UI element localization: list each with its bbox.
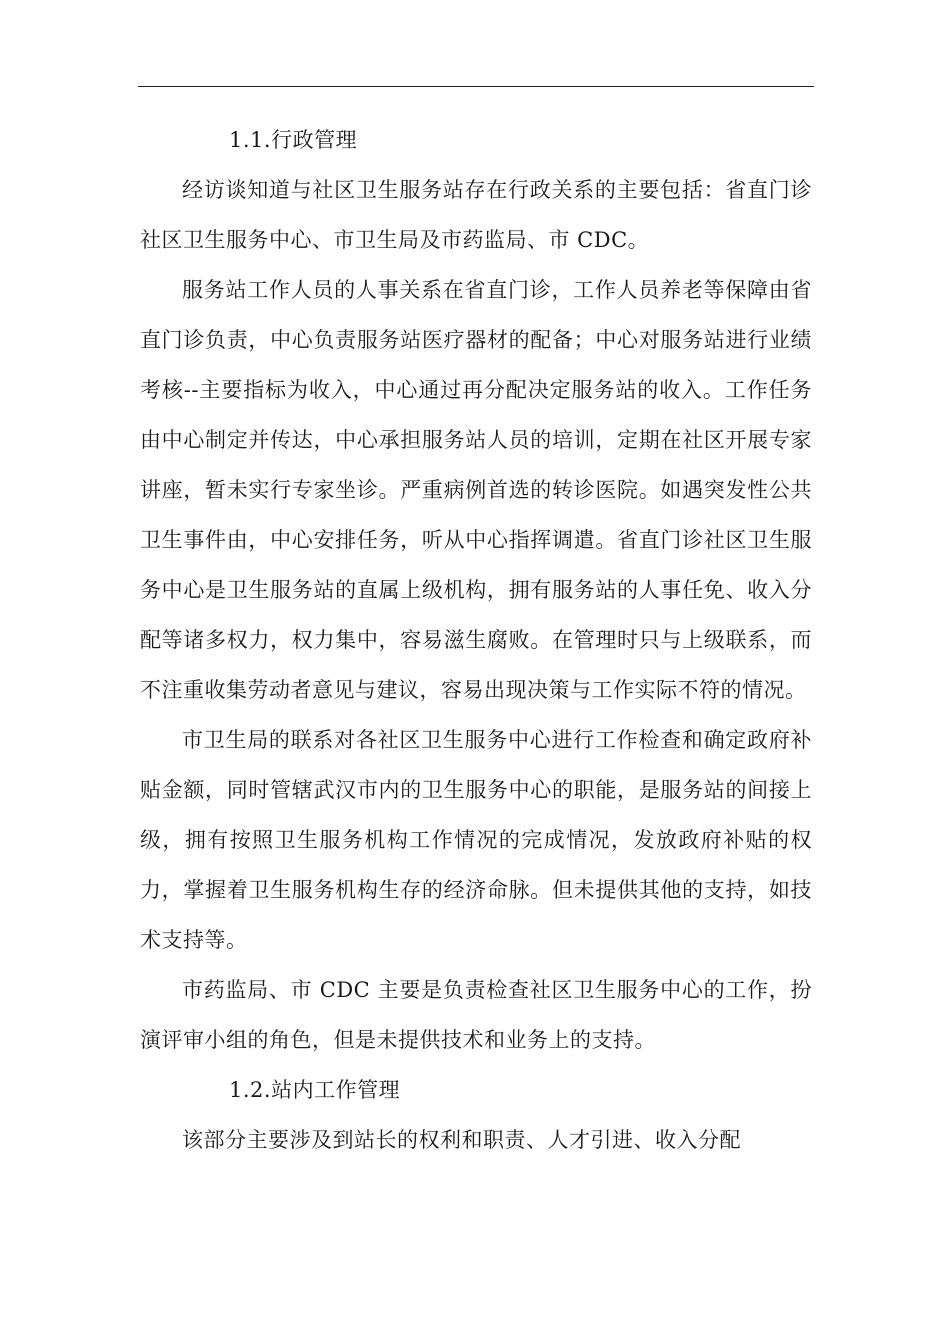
paragraph-administrative-relations: 经访谈知道与社区卫生服务站存在行政关系的主要包括：省直门诊社区卫生服务中心、市卫生局及市药监局、市 CDC。: [140, 178, 812, 252]
section-heading-administrative-management: 1.1.行政管理: [229, 128, 358, 152]
section-heading-station-management: 1.2.站内工作管理: [229, 1078, 401, 1102]
header-rule: [138, 86, 814, 87]
paragraph-personnel-relations: 服务站工作人员的人事关系在省直门诊，工作人员养老等保障由省直门诊负责，中心负责服务站医疗器材的配备；中心对服务站进行业绩考核--主要指标为收入，中心通过再分配决定服务站的收入。工作任务由中心制定并传达，中心承担服务站人员的培训，定期在社区开展专家讲座，暂未实行专家坐诊。严重病例首选的转诊医院。如遇突发性公共卫生事件由，中心安排任务，听从中心指挥调遣。省直门诊社区卫生服务中心是卫生服务站的直属上级机构，拥有服务站的人事任免、收入分配等诸多权力，权力集中，容易滋生腐败。在管理时只与上级联系，而不注重收集劳动者意见与建议，容易出现决策与工作实际不符的情况。: [140, 278, 812, 702]
document-body: [140, 115, 812, 1165]
paragraph-station-management: 该部分主要涉及到站长的权利和职责、人才引进、收入分配: [182, 1128, 741, 1152]
paragraph-drug-administration-cdc: 市药监局、市 CDC 主要是负责检查社区卫生服务中心的工作，扮演评审小组的角色，但是未提供技术和业务上的支持。: [140, 978, 812, 1052]
paragraph-health-bureau: 市卫生局的联系对各社区卫生服务中心进行工作检查和确定政府补贴金额，同时管辖武汉市内的卫生服务中心的职能，是服务站的间接上级，拥有按照卫生服务机构工作情况的完成情况，发放政府补贴的权力，掌握着卫生服务机构生存的经济命脉。但未提供其他的支持，如技术支持等。: [140, 728, 812, 952]
